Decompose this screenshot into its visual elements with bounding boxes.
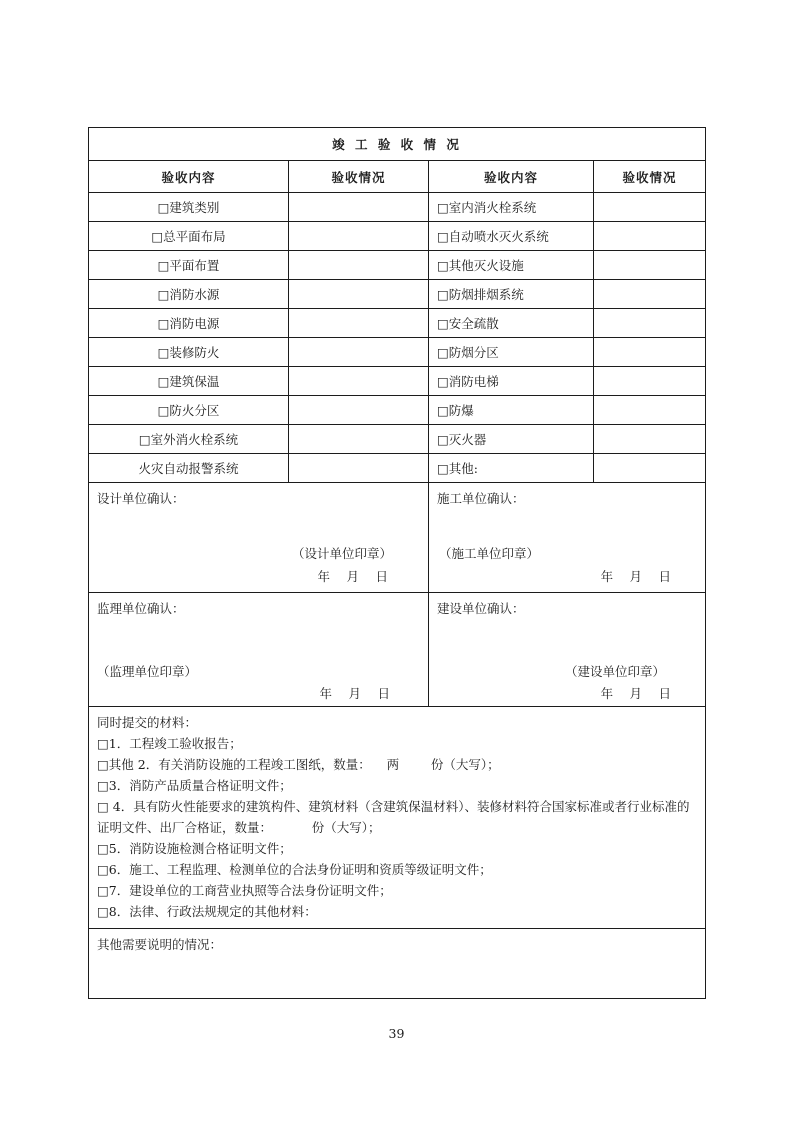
header-acceptance-content-right: 验收内容 <box>429 161 594 193</box>
design-seal-hint: （设计单位印章） <box>291 546 392 561</box>
header-acceptance-status-left: 验收情况 <box>289 161 429 193</box>
table-row <box>89 222 706 251</box>
status-cell <box>594 338 706 367</box>
item-explosion-proof: □防爆 <box>429 396 594 425</box>
construction-confirm-label: 施工单位确认： <box>437 491 525 506</box>
header-acceptance-status-right: 验收情况 <box>594 161 706 193</box>
material-item-1: □1．工程竣工验收报告； <box>97 736 242 751</box>
owner-confirm-label: 建设单位确认： <box>437 601 525 616</box>
completion-acceptance-form <box>88 127 706 999</box>
table-row <box>89 280 706 309</box>
status-cell <box>594 309 706 338</box>
construction-date-line: 年 月 日 <box>600 569 672 584</box>
page-number: 39 <box>388 1026 405 1041</box>
status-cell <box>594 222 706 251</box>
status-cell <box>594 193 706 222</box>
item-building-insulation: □建筑保温 <box>89 367 289 396</box>
item-smoke-control-system: □防烟排烟系统 <box>429 280 594 309</box>
item-smoke-zone: □防烟分区 <box>429 338 594 367</box>
table-row <box>89 425 706 454</box>
status-cell <box>594 425 706 454</box>
status-cell <box>594 280 706 309</box>
item-fire-compartment: □防火分区 <box>89 396 289 425</box>
header-acceptance-content-left: 验收内容 <box>89 161 289 193</box>
table-row <box>89 251 706 280</box>
status-cell <box>289 338 429 367</box>
form-title-row <box>89 128 706 161</box>
status-cell <box>594 454 706 483</box>
status-cell <box>594 396 706 425</box>
other-notes-section: 其他需要说明的情况： <box>89 929 706 999</box>
table-row <box>89 454 706 483</box>
status-cell <box>289 280 429 309</box>
signature-row-top <box>89 483 706 593</box>
status-cell <box>289 193 429 222</box>
status-cell <box>289 251 429 280</box>
materials-title: 同时提交的材料： <box>97 715 198 730</box>
item-safe-evacuation: □安全疏散 <box>429 309 594 338</box>
item-fire-water-source: □消防水源 <box>89 280 289 309</box>
table-row <box>89 367 706 396</box>
item-fire-power-source: □消防电源 <box>89 309 289 338</box>
supervision-date-line: 年 月 日 <box>319 686 390 701</box>
material-item-4: □ 4．具有防火性能要求的建筑构件、建筑材料（含建筑保温材料）、装修材料符合国家标准或者行业标准的证明文件、出厂合格证，数量： 份（大写）； <box>97 799 690 835</box>
design-confirm-label: 设计单位确认： <box>97 491 185 506</box>
status-cell <box>289 309 429 338</box>
column-header-row <box>89 161 706 193</box>
owner-date-line: 年 月 日 <box>600 686 672 701</box>
item-general-layout: □总平面布局 <box>89 222 289 251</box>
signature-block-design <box>89 483 429 593</box>
form-title: 竣 工 验 收 情 况 <box>89 128 706 161</box>
supervision-seal-hint: （监理单位印章） <box>97 664 198 679</box>
item-plane-arrangement: □平面布置 <box>89 251 289 280</box>
item-other: □其他: <box>429 454 594 483</box>
item-other-extinguishing: □其他灭火设施 <box>429 251 594 280</box>
item-decoration-fireproof: □装修防火 <box>89 338 289 367</box>
signature-row-bottom <box>89 593 706 707</box>
material-item-3: □3．消防产品质量合格证明文件； <box>97 778 292 793</box>
construction-seal-hint: （施工单位印章） <box>439 546 540 561</box>
status-cell <box>594 251 706 280</box>
table-row <box>89 309 706 338</box>
item-sprinkler-system: □自动喷水灭火系统 <box>429 222 594 251</box>
status-cell <box>594 367 706 396</box>
item-fire-alarm-system: 火灾自动报警系统 <box>89 454 289 483</box>
status-cell <box>289 367 429 396</box>
status-cell <box>289 396 429 425</box>
material-item-6: □6．施工、工程监理、检测单位的合法身份证明和资质等级证明文件； <box>97 862 492 877</box>
materials-section <box>89 707 706 929</box>
other-notes-row <box>89 929 706 999</box>
status-cell <box>289 454 429 483</box>
material-item-5: □5．消防设施检测合格证明文件； <box>97 841 292 856</box>
item-outdoor-hydrant-system: □室外消火栓系统 <box>89 425 289 454</box>
supervision-confirm-label: 监理单位确认： <box>97 601 185 616</box>
item-fire-extinguisher: □灭火器 <box>429 425 594 454</box>
signature-block-supervision <box>89 593 429 707</box>
item-fire-elevator: □消防电梯 <box>429 367 594 396</box>
material-item-8: □8．法律、行政法规规定的其他材料： <box>97 904 317 919</box>
material-item-7: □7．建设单位的工商营业执照等合法身份证明文件； <box>97 883 392 898</box>
status-cell <box>289 425 429 454</box>
owner-seal-hint: （建设单位印章） <box>565 664 666 679</box>
design-date-line: 年 月 日 <box>317 569 388 584</box>
table-row <box>89 193 706 222</box>
material-item-2: □其他 2．有关消防设施的工程竣工图纸，数量： 两 份（大写）； <box>97 757 500 772</box>
signature-block-construction <box>429 483 706 593</box>
table-row <box>89 338 706 367</box>
item-indoor-hydrant-system: □室内消火栓系统 <box>429 193 594 222</box>
status-cell <box>289 222 429 251</box>
item-building-category: □建筑类别 <box>89 193 289 222</box>
table-row <box>89 396 706 425</box>
materials-row <box>89 707 706 929</box>
signature-block-owner <box>429 593 706 707</box>
